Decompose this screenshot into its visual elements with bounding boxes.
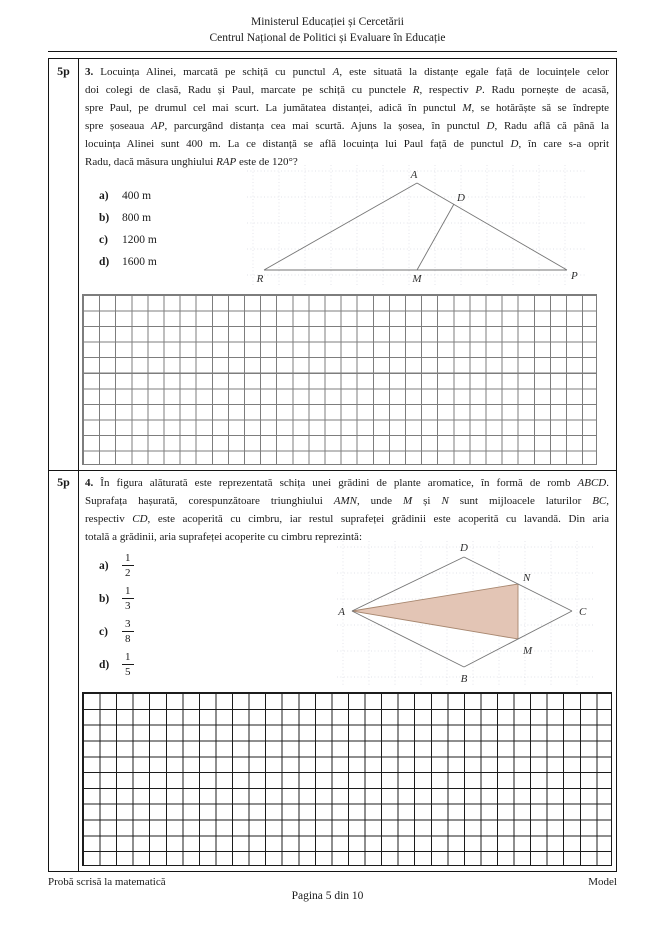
problem-4-points-badge: 5p (57, 475, 70, 489)
footer-model: Model (588, 876, 617, 888)
problem-4-work-grid (82, 692, 612, 866)
figure-point-label: P (571, 270, 578, 282)
problem-text-line: 4. În figura alăturată este reprezentată schița unei grădini de plante aromatice, în formă de romb ABCD. (85, 477, 609, 489)
problem-3-work-grid (82, 294, 597, 465)
problem-text-line: Radu, dacă măsura unghiului RAP este de 120°? (85, 156, 298, 168)
problem-3-options (99, 185, 157, 273)
figure-point-label: A (338, 606, 345, 618)
figure-point-label: D (460, 542, 468, 554)
problem-text-line: spre Paul, pe drumul cel mai scurt. La jumătatea distanței, adică în punctul M, se hotărăște să se îndrepte (85, 102, 609, 114)
figure-point-label: A (410, 169, 418, 181)
problem-3-figure (247, 165, 587, 287)
option-fraction: $\frac{3}{8}$ (122, 618, 134, 645)
problem-text-line: spre șoseaua AP, parcurgând distanța cea mai scurtă. Ajuns la șosea, în punctul D, Radu află că până la (85, 120, 609, 132)
answer-option (99, 229, 157, 251)
answer-option (99, 251, 157, 273)
option-fraction: $\frac{1}{3}$ (122, 585, 134, 612)
figure-point-label: B (460, 673, 468, 685)
problem-text-line: respectiv CD, este acoperită cu cimbru, iar restul suprafeței grădinii este acoperită cu lavandă. Din aria (85, 513, 609, 525)
option-fraction: $\frac{1}{2}$ (122, 552, 134, 579)
figure-point-label: C (579, 606, 587, 618)
option-value: 1600 m (122, 256, 157, 268)
problem-3-text (85, 63, 609, 171)
answer-option (99, 648, 134, 681)
answer-option (99, 185, 157, 207)
option-value: 400 m (122, 190, 152, 202)
figure-point-label: M (412, 273, 422, 285)
option-label: b) (99, 592, 110, 605)
points-column-divider (78, 59, 79, 871)
header-rule (48, 51, 617, 52)
problem-text-line: locuința Alinei sunt 400 m. La ce distanță se află locuința lui Paul față de punctul D, în care s-a oprit (85, 138, 609, 150)
content-box (48, 58, 617, 872)
header-line-1: Ministerul Educației și Cercetării (251, 16, 404, 28)
shaded-region (352, 584, 518, 639)
page-header (0, 14, 655, 46)
problem-text-line: Suprafața hașurată, corespunzătoare triunghiului AMN, unde M și N sunt mijloacele laturilor BC, (85, 495, 609, 507)
figure-point-label: M (523, 645, 533, 657)
figure-point-label: N (523, 572, 531, 584)
option-value: 800 m (122, 212, 152, 224)
option-label: d) (99, 256, 110, 268)
answer-option (99, 582, 134, 615)
option-label: c) (99, 625, 108, 638)
problem-4-figure (337, 541, 595, 686)
option-label: d) (99, 658, 110, 671)
header-line-2: Centrul Național de Politici și Evaluare în Educație (209, 32, 446, 44)
answer-option (99, 615, 134, 648)
problem-text-line: totală a grădinii, aria suprafeței acoperite cu cimbru reprezintă: (85, 531, 362, 543)
option-label: c) (99, 234, 108, 246)
option-label: a) (99, 559, 109, 572)
section-divider (49, 470, 616, 471)
option-label: a) (99, 190, 109, 202)
option-value: 1200 m (122, 234, 157, 246)
figure-point-label: D (457, 192, 465, 204)
answer-option (99, 549, 134, 582)
footer-page-number: Pagina 5 din 10 (291, 890, 364, 902)
option-label: b) (99, 212, 110, 224)
answer-option (99, 207, 157, 229)
figure-point-label: R (256, 273, 264, 285)
footer-subject: Probă scrisă la matematică (48, 876, 166, 888)
problem-4-options (99, 549, 134, 681)
problem-3-points-badge: 5p (57, 64, 70, 78)
problem-4-text (85, 474, 609, 546)
option-fraction: $\frac{1}{5}$ (122, 651, 134, 678)
problem-text-line: doi colegi de clasă, Radu și Paul, marcate pe schiță cu punctele R, respectiv P. Radu pornește de acasă, (85, 84, 609, 96)
problem-text-line: 3. Locuința Alinei, marcată pe schiță cu punctul A, este situată la distanțe egale față de locuințele celor (85, 66, 609, 78)
